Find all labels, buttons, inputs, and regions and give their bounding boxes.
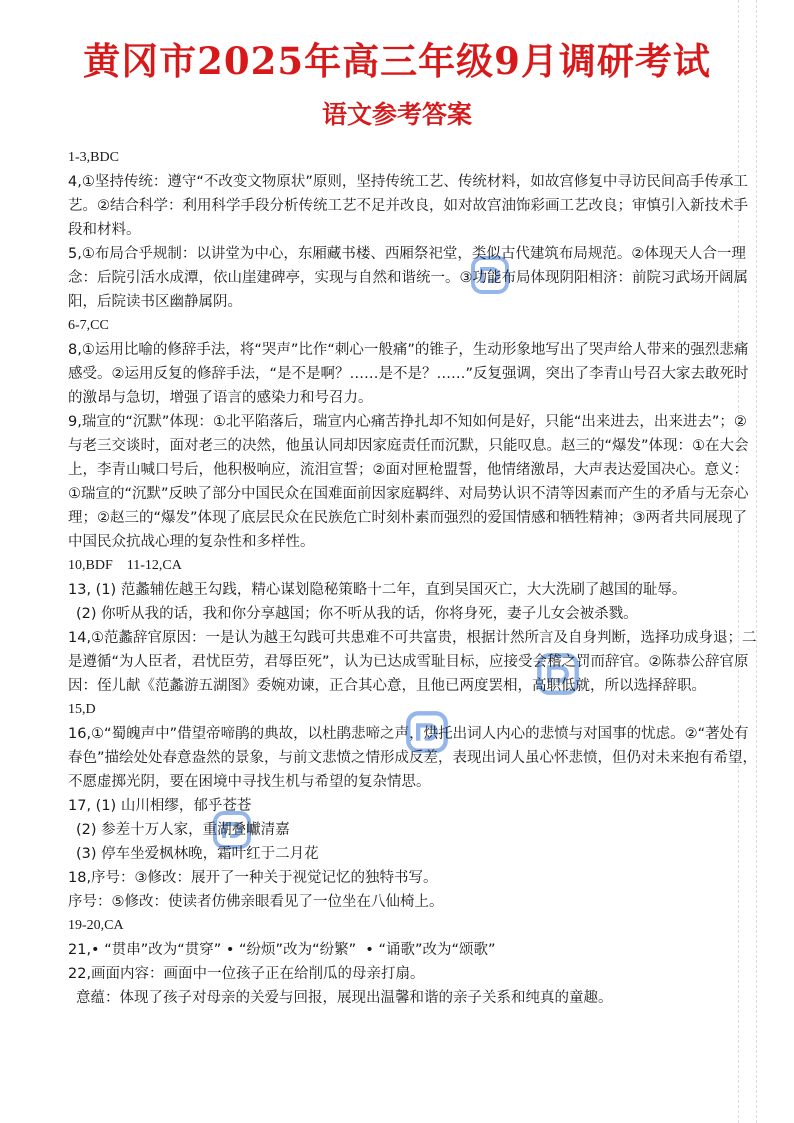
answer-item: 14,①范蠡辞官原因：一是认为越王勾践可共患难不可共富贵，根据计然所言及自身判断，选择功成身退；二是遵循“为人臣者，君忧臣劳，君辱臣死”，认为已达成雪耻目标，应接受会稽之罚而辞官。②陈恭公辞官原因：侄儿献《范蠡游五湖图》委婉劝谏，正合其心意，且他已两度罢相，高职低就，所以选择辞职。: [68, 630, 757, 694]
answer-item: 1-3,BDC: [68, 150, 119, 165]
answer-item: 8,①运用比喻的修辞手法，将“哭声”比作“刺心一般痛”的锥子，生动形象地写出了哭声给人带来的强烈悲痛感受。②运用反复的修辞手法，“是不是啊？……是不是？……”反复强调，突出了李青山号召大家去敢死时的激昂与急切，增强了语言的感染力和号召力。: [68, 342, 749, 406]
answer-item: 10,BDF 11-12,CA: [68, 558, 182, 573]
answer-item: 9,瑞宣的“沉默”体现：①北平陷落后，瑞宣内心痛苦挣扎却不知如何是好，只能“出来进去，出来进去”；②与老三交谈时，面对老三的决然，他虽认同却因家庭责任而沉默，只能叹息。赵三的“爆发”体现：①在大会上，李青山喊口号后，他积极响应，流泪宣誓；②面对匣枪盟誓，他情绪激昂，大声表达爱国决心。意义：①瑞宣的“沉默”反映了部分中国民众在国难面前因家庭羁绊、对局势认识不清等因素而产生的矛盾与无奈心理；②赵三的“爆发”体现了底层民众在民族危亡时刻朴素而强烈的爱国情感和牺牲精神；③两者共同展现了中国民众抗战心理的复杂性和多样性。: [68, 414, 749, 550]
answer-list: [68, 146, 758, 1010]
answer-item: 意蕴：体现了孩子对母亲的关爱与回报，展现出温馨和谐的亲子关系和纯真的童趣。: [76, 990, 613, 1006]
answer-item: 4,①坚持传统：遵守“不改变文物原状”原则，坚持传统工艺、传统材料，如故宫修复中寻访民间高手传承工艺。②结合科学：利用科学手段分析传统工艺不足并改良，如对故宫油饰彩画工艺改良；审慎引入新技术手段和材料。: [68, 174, 748, 238]
answer-item: 15,D: [68, 702, 96, 717]
answer-item: 22,画面内容：画面中一位孩子正在给削瓜的母亲打扇。: [68, 966, 425, 982]
answer-item: (2) 参差十万人家，重湖叠巘清嘉: [76, 822, 290, 838]
answer-item: 序号：⑤修改：使读者仿佛亲眼看见了一位坐在八仙椅上。: [68, 894, 444, 910]
answer-item: 18,序号：③修改：展开了一种关于视觉记忆的独特书写。: [68, 870, 438, 886]
answer-item: (2) 你听从我的话，我和你分享越国；你不听从我的话，你将身死，妻子儿女会被杀戮。: [76, 606, 638, 622]
answer-item: 16,①“蜀魄声中”借望帝啼鹃的典故，以杜鹃悲啼之声，烘托出词人内心的悲愤与对国事的忧虑。②“著处有春色”描绘处处春意盎然的景象，与前文悲愤之情形成反差，表现出词人虽心怀悲愤，但仍对未来抱有希望，不愿虚掷光阴，要在困境中寻找生机与希望的复杂情思。: [68, 726, 758, 790]
answer-item: 6-7,CC: [68, 318, 109, 333]
answer-item: 17, (1) 山川相缪，郁乎苍苍: [68, 798, 252, 814]
answer-item: 13, (1) 范蠡辅佐越王勾践，精心谋划隐秘策略十二年，直到吴国灭亡，大大洗刷了越国的耻辱。: [68, 582, 687, 598]
answer-item: 5,①布局合乎规制：以讲堂为中心，东厢藏书楼、西厢祭祀堂，类似古代建筑布局规范。②体现天人合一理念：后院引活水成潭，依山崖建碑亭，实现与自然和谐统一。③功能布局体现阴阳相济：前院习武场开阔属阳，后院读书区幽静属阴。: [68, 246, 748, 310]
answer-item: (3) 停车坐爱枫林晚，霜叶红于二月花: [76, 846, 319, 862]
page-title: 黄冈市2025年高三年级9月调研考试: [83, 39, 711, 83]
answer-item: 21,• “贯串”改为“贯穿” • “纷烦”改为“纷繁” • “诵歌”改为“颂歌”: [68, 942, 496, 958]
answer-item: 19-20,CA: [68, 918, 124, 933]
page-subtitle: 语文参考答案: [321, 100, 472, 129]
